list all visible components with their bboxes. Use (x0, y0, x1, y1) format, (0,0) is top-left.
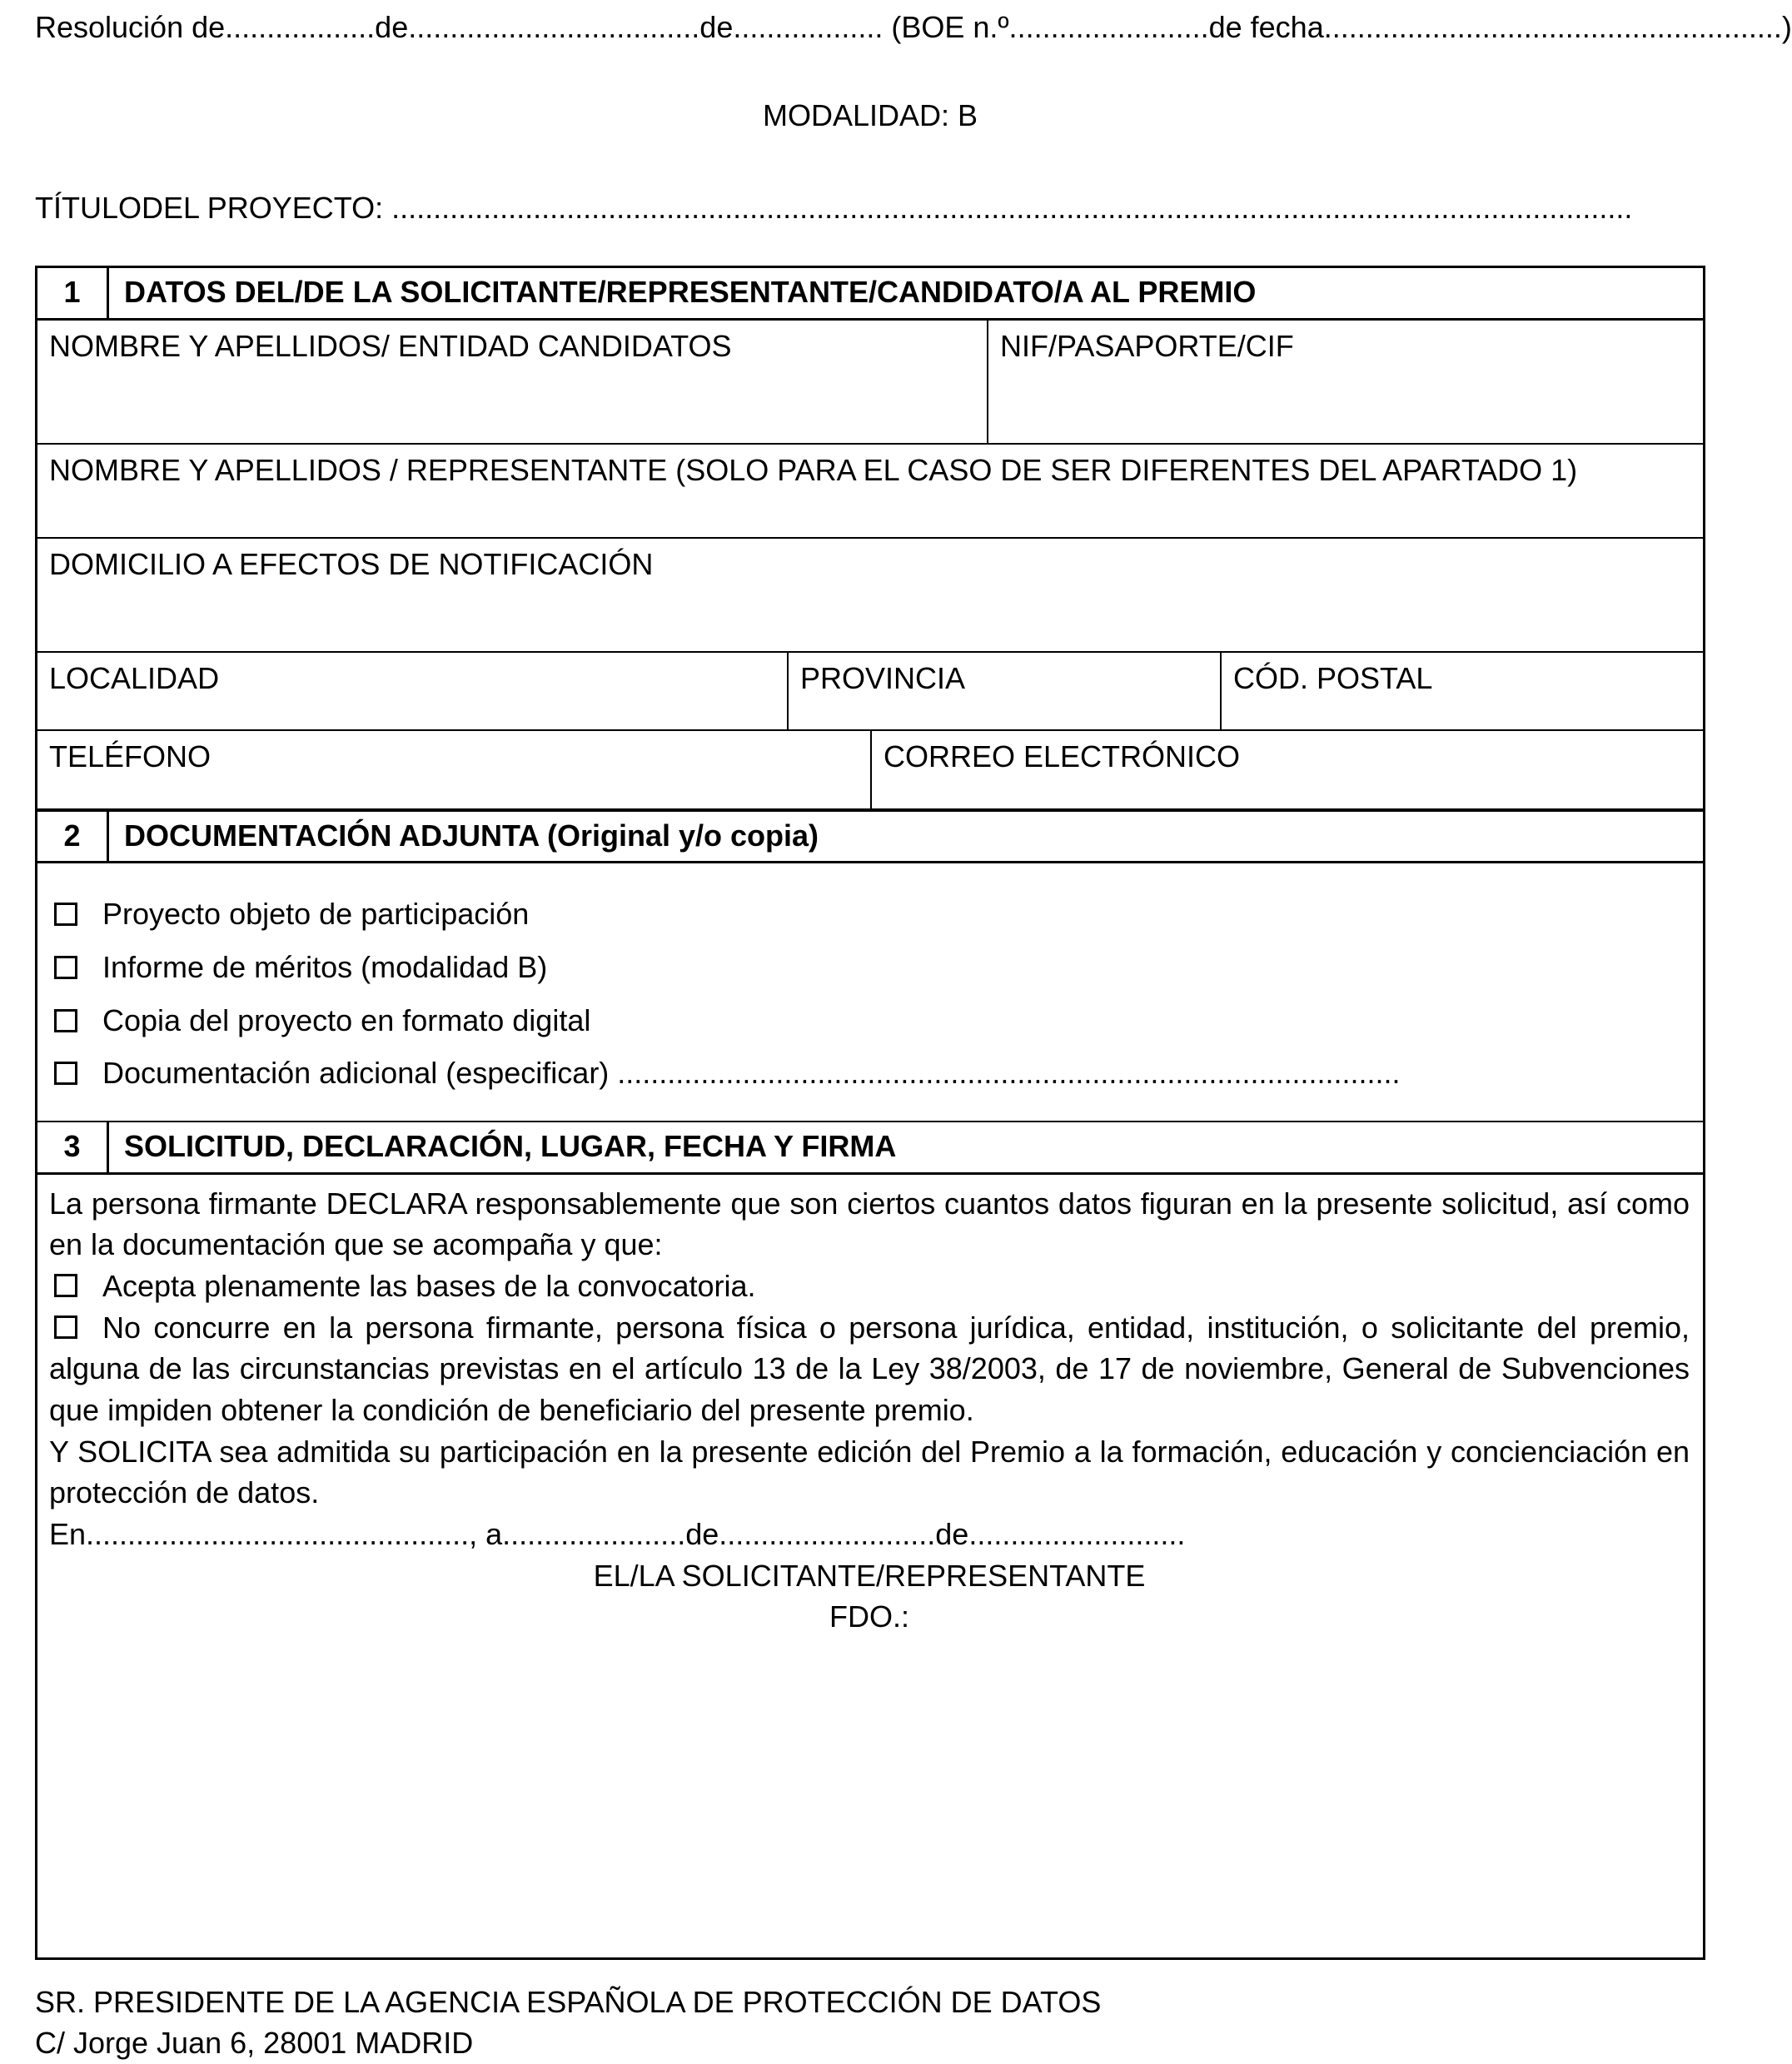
declaration-intro: La persona firmante DECLARA responsablemente que son ciertos cuantos datos figuran en la presente solicitud, así como en la documentación que se acompaña y que: (49, 1186, 1690, 1262)
decl-item-acepta-label: Acepta plenamente las bases de la convocatoria. (102, 1269, 756, 1304)
nombre-representante-label: NOMBRE Y APELLIDOS / REPRESENTANTE (SOLO PARA EL CASO DE SER DIFERENTES DEL APARTADO 1) (49, 452, 1578, 487)
row-telefono (37, 731, 1703, 810)
localidad-field[interactable] (37, 653, 787, 729)
check-item-informe-label: Informe de méritos (modalidad B) (102, 950, 548, 985)
check-item-informe (49, 947, 1691, 988)
domicilio-field[interactable] (37, 539, 1703, 651)
row-domicilio (37, 539, 1703, 653)
signer-heading: EL/LA SOLICITANTE/REPRESENTANTE (593, 1558, 1146, 1593)
telefono-label: TELÉFONO (49, 739, 212, 773)
checkbox-informe-icon[interactable] (54, 956, 77, 979)
checkbox-copia-digital-icon[interactable] (54, 1009, 77, 1032)
addressee-footer (35, 1982, 1705, 2064)
check-item-copia-digital-label: Copia del proyecto en formato digital (102, 1002, 591, 1037)
section3-header (37, 1121, 1703, 1175)
domicilio-label: DOMICILIO A EFECTOS DE NOTIFICACIÓN (49, 546, 654, 581)
decl-item-no-concurre (49, 1307, 1690, 1431)
checkbox-acepta-icon[interactable] (54, 1274, 77, 1297)
section1-number: 1 (37, 268, 109, 318)
decl-item-acepta (49, 1266, 1690, 1307)
section3-number: 3 (37, 1122, 109, 1172)
cod-postal-label: CÓD. POSTAL (1233, 660, 1433, 695)
nif-field[interactable] (987, 321, 1703, 443)
resolution-line: Resolución de..................de...................................de.................. (BOE n.º........................de fecha.......................................................) (35, 10, 1792, 44)
check-item-proyecto (49, 893, 1691, 935)
nif-label: NIF/PASAPORTE/CIF (1000, 328, 1294, 363)
correo-label: CORREO ELECTRÓNICO (884, 739, 1241, 773)
application-form-table (35, 266, 1705, 1960)
check-item-copia-digital (49, 1000, 1691, 1042)
check-item-doc-adicional (49, 1052, 1691, 1094)
section2-header (37, 810, 1703, 864)
section3-title: SOLICITUD, DECLARACIÓN, LUGAR, FECHA Y FIRMA (124, 1129, 897, 1164)
provincia-field[interactable] (787, 653, 1220, 729)
footer-president-line: SR. PRESIDENTE DE LA AGENCIA ESPAÑOLA DE PROTECCIÓN DE DATOS (35, 1984, 1102, 2019)
row-localidad (37, 653, 1703, 731)
correo-field[interactable] (870, 731, 1703, 808)
checkbox-doc-adicional-icon[interactable] (54, 1062, 77, 1085)
place-date-line[interactable]: En.............................................., a......................de..........................de.......................... (49, 1517, 1186, 1552)
check-item-proyecto-label: Proyecto objeto de participación (102, 897, 530, 932)
solicita-paragraph: Y SOLICITA sea admitida su participación en la presente edición del Premio a la formación, educación y concienciación en protección de datos. (49, 1434, 1690, 1510)
modalidad-heading: MODALIDAD: B (762, 97, 978, 132)
checkbox-no-concurre-icon[interactable] (54, 1315, 77, 1339)
row-representante (37, 445, 1703, 539)
section1-title: DATOS DEL/DE LA SOLICITANTE/REPRESENTANTE/CANDIDATO/A AL PREMIO (124, 275, 1257, 310)
section2-number: 2 (37, 812, 109, 862)
project-title-line: TÍTULODEL PROYECTO: ..................................................................................................................................................... (35, 191, 1633, 226)
documentacion-checklist (37, 863, 1703, 1121)
fdo-label: FDO.: (829, 1599, 909, 1634)
nombre-representante-field[interactable] (37, 445, 1703, 537)
row-nombre-nif (37, 321, 1703, 445)
section2-title: DOCUMENTACIÓN ADJUNTA (Original y/o copia) (124, 818, 819, 853)
nombre-candidatos-label: NOMBRE Y APELLIDOS/ ENTIDAD CANDIDATOS (49, 328, 732, 363)
check-item-doc-adicional-label: Documentación adicional (especificar) .............................................................................................. (102, 1056, 1401, 1091)
footer-address-line: C/ Jorge Juan 6, 28001 MADRID (35, 2026, 474, 2061)
checkbox-proyecto-icon[interactable] (54, 903, 77, 926)
declaration-area (37, 1175, 1703, 1957)
cod-postal-field[interactable] (1220, 653, 1703, 729)
section1-header (37, 268, 1703, 321)
provincia-label: PROVINCIA (800, 660, 966, 695)
nombre-candidatos-field[interactable] (37, 321, 987, 443)
localidad-label: LOCALIDAD (49, 660, 220, 695)
decl-item-no-concurre-label: No concurre en la persona firmante, persona física o persona jurídica, entidad, institución, o solicitante del premio, alguna de las circunstancias previstas en el artículo 13 de la Ley 38/2003, de 17 de noviembre, General de Subvenciones que impiden obtener la condición de beneficiario del presente premio. (49, 1310, 1690, 1428)
telefono-field[interactable] (37, 731, 870, 808)
